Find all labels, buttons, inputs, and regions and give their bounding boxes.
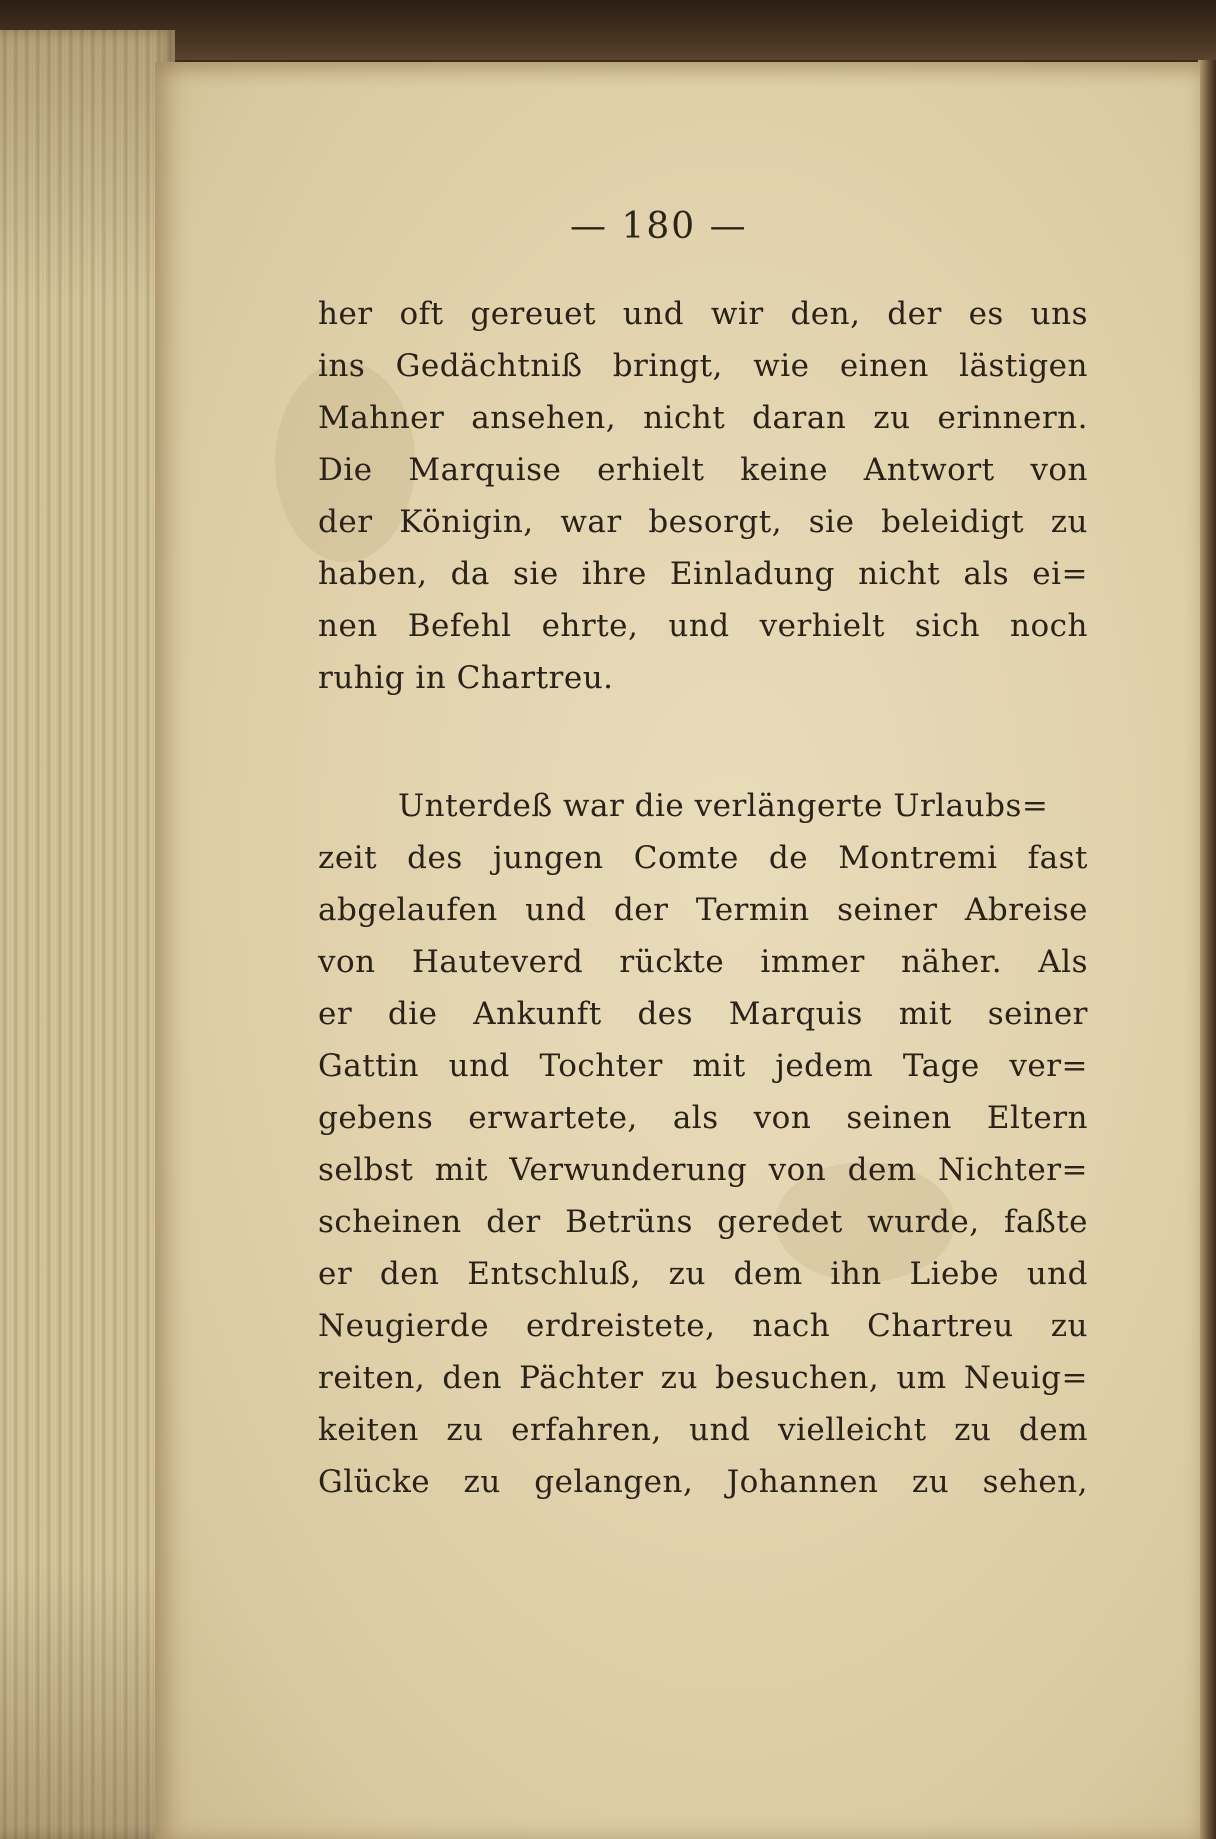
paragraph-1 bbox=[318, 288, 1088, 704]
text-line: gebens erwartete, als von seinen Eltern bbox=[318, 1100, 1088, 1136]
text-line: haben, da sie ihre Einladung nicht als ei= bbox=[318, 556, 1088, 592]
text-line: zeit des jungen Comte de Montremi fast bbox=[318, 840, 1088, 876]
text-line: selbst mit Verwunderung von dem Nichter= bbox=[318, 1152, 1088, 1188]
text-line: er den Entschluß, zu dem ihn Liebe und bbox=[318, 1256, 1088, 1292]
right-page-edge bbox=[1198, 60, 1216, 1839]
text-line: nen Befehl ehrte, und verhielt sich noch bbox=[318, 608, 1088, 644]
text-line: her oft gereuet und wir den, der es uns bbox=[318, 296, 1088, 332]
page-number: — 180 — bbox=[570, 206, 748, 247]
text-line: von Hauteverd rückte immer näher. Als bbox=[318, 944, 1088, 980]
text-line: Neugierde erdreistete, nach Chartreu zu bbox=[318, 1308, 1088, 1344]
text-line: er die Ankunft des Marquis mit seiner bbox=[318, 996, 1088, 1032]
book-cover-edge bbox=[0, 0, 1216, 60]
text-line: Mahner ansehen, nicht daran zu erinnern. bbox=[318, 400, 1088, 436]
text-line: keiten zu erfahren, und vielleicht zu dem bbox=[318, 1412, 1088, 1448]
paragraph-2 bbox=[318, 780, 1088, 1508]
text-line: Unterdeß war die verlängerte Urlaubs= bbox=[398, 788, 1049, 824]
text-line: Die Marquise erhielt keine Antwort von bbox=[318, 452, 1088, 488]
text-line: ruhig in Chartreu. bbox=[318, 660, 614, 696]
text-line: der Königin, war besorgt, sie beleidigt zu bbox=[318, 504, 1088, 540]
text-line: ins Gedächtniß bringt, wie einen lästigen bbox=[318, 348, 1088, 384]
text-line: abgelaufen und der Termin seiner Abreise bbox=[318, 892, 1088, 928]
text-line: scheinen der Betrüns geredet wurde, faßte bbox=[318, 1204, 1088, 1240]
text-line: Glücke zu gelangen, Johannen zu sehen, bbox=[318, 1464, 1088, 1500]
text-line: reiten, den Pächter zu besuchen, um Neuig= bbox=[318, 1360, 1088, 1396]
text-line: Gattin und Tochter mit jedem Tage ver= bbox=[318, 1048, 1088, 1084]
page-stack-edge bbox=[0, 30, 175, 1839]
